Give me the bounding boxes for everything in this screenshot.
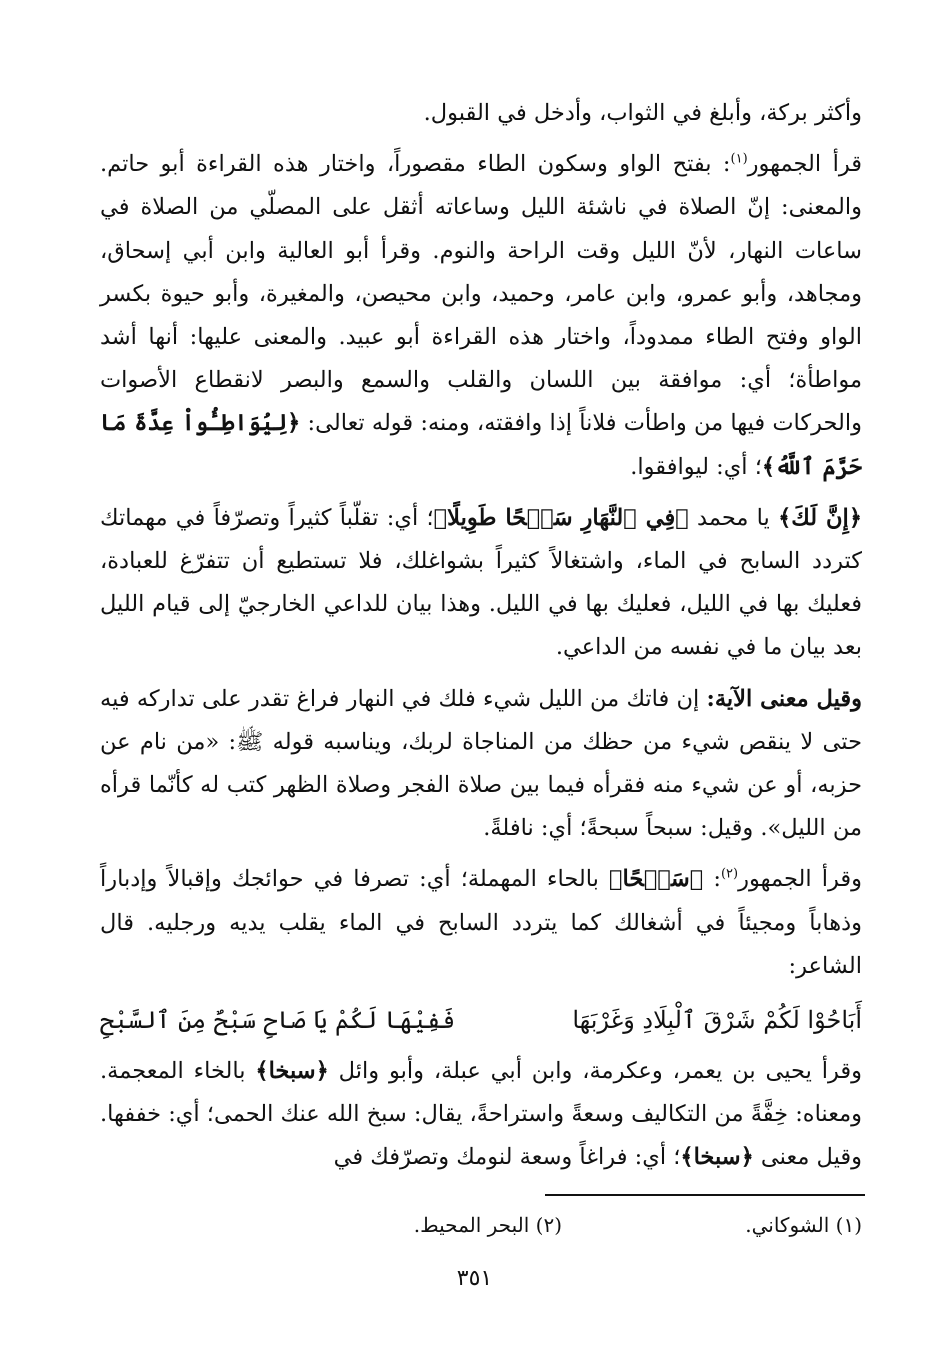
footnote-ref-1[interactable]: (١) — [730, 151, 748, 167]
paragraph-text: وقرأ يحيى بن يعمر، وعكرمة، وابن أبي عبلة، وأبو وائل — [328, 1058, 862, 1085]
paragraph-text: بالخاء المعجمة. ومعناه: خِفَّةً من التكاليف وسعةً واستراحةً، يقال: سبخ الله عنك الحمى؛ أي: خففها. وقيل معنى — [100, 1058, 862, 1171]
paragraph-reading-3 — [100, 1050, 862, 1180]
footnote-divider — [545, 1194, 865, 1196]
quran-quote: ﴿فِي ٱلنَّهَارِ سَبۡحًا طَوِيلًا﴾ — [433, 504, 689, 531]
poem-hemistich-second: فَفِيْهَا لَكُمْ يَا صَاحِ سَبْحٌ مِنَ ٱلسَّبْحِ — [100, 1006, 456, 1035]
poem-verse — [100, 994, 862, 1046]
paragraph-text: ؛ أي: فراغاً وسعة لنومك وتصرّفك في — [333, 1144, 681, 1171]
quran-quote: ﴿لِيُوَاطِـُٔواْ عِدَّةَ مَا حَرَّمَ ٱللَّهُ﴾ — [100, 410, 862, 480]
main-text — [100, 92, 862, 1180]
poem-hemistich-first: أَبَاحُوْا لَكُمْ شَرْقَ ٱلْبِلَادِ وَغَرْبَهَا — [572, 1006, 862, 1035]
quran-quote: ﴿سبخا﴾ — [680, 1144, 754, 1171]
quran-quote: ﴿إِنَّ لَكَ﴾ — [778, 504, 862, 531]
paragraph-text: وأكثر بركة، وأبلغ في الثواب، وأدخل في القبول. — [423, 100, 862, 126]
footnote-ref-2[interactable]: (٢) — [720, 866, 739, 882]
footnote-1: (١) الشوكاني. — [745, 1213, 862, 1237]
paragraph-text: قرأ الجمهور — [747, 151, 862, 178]
paragraph-text: وقرأ الجمهور — [738, 866, 863, 893]
paragraph-continuation — [100, 92, 862, 135]
paragraph-tafsir — [100, 497, 862, 670]
quran-quote: ﴿سبخا﴾ — [255, 1058, 329, 1085]
quran-quote: ﴿سَبۡحًا﴾ — [609, 866, 704, 893]
paragraph-alt-meaning — [100, 678, 862, 851]
paragraph-text: : — [703, 866, 721, 893]
paragraph-reading-2 — [100, 858, 862, 988]
paragraph-reading-1 — [100, 143, 862, 489]
footnote-2: (٢) البحر المحيط. — [413, 1213, 562, 1237]
paragraph-text: بالحاء المهملة؛ أي: تصرفا في حوائجك وإقبالاً وإدباراً وذهاباً ومجيئاً في أشغالك كما يتردد السابح في الماء يقلب يديه ورجليه. قال الشاعر: — [100, 866, 862, 979]
page-number: ٣٥١ — [456, 1266, 493, 1291]
paragraph-text: ؛ أي: ليوافقوا. — [630, 453, 762, 480]
paragraph-text: إن فاتك من الليل شيء فلك في النهار فراغ تقدر على تداركه فيه حتى لا ينقص شيء من حظك من المناجاة لربك، ويناسبه قوله ﷺ: «من نام عن حزبه، أو عن شيء منه فقرأه فيما بين صلاة الفجر وصلاة الظهر كتب له كأنّما قرأه من الليل». وقيل: سبحاً سبحةً؛ أي: نافلةً. — [100, 685, 862, 842]
paragraph-lead: وقيل معنى الآية: — [706, 685, 863, 712]
paragraph-text: يا محمد — [688, 504, 779, 531]
paragraph-text: : بفتح الواو وسكون الطاء مقصوراً، واختار هذه القراءة أبو حاتم. والمعنى: إنّ الصلاة في ناشئة الليل وساعاته أثقل على المصلّي من الصلاة في ساعات النهار، لأنّ الليل وقت الراحة والنوم. وقرأ أبو العالية وابن أبي إسحاق، ومجاهد، وأبو عمرو، وابن عامر، وحميد، وابن محيصن، والمغيرة، وأبو حيوة بكسر الواو وفتح الطاء ممدوداً، واختار هذه القراءة أبو عبيد. والمعنى عليها: أنها أشد مواطأة؛ أي: موافقة بين اللسان والقلب والسمع والبصر لانقطاع الأصوات والحركات فيها من واطأت فلاناً إذا وافقته، ومنه: قوله تعالى: — [100, 151, 862, 437]
paragraph-text: ؛ أي: تقلّباً كثيراً وتصرّفاً في مهماتك كتردد السابح في الماء، واشتغالاً كثيراً بشواغلك، فلا تستطيع أن تتفرّغ للعبادة، فعليك بها في الليل، فعليك بها في الليل. وهذا بيان للداعي الخارجيّ إلى قيام الليل بعد بيان ما في نفسه من الداعي. — [100, 504, 862, 661]
